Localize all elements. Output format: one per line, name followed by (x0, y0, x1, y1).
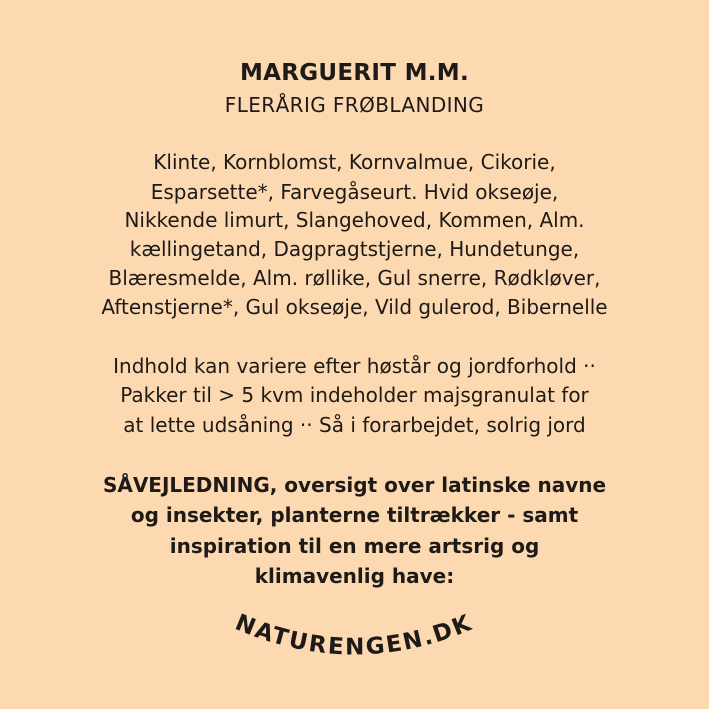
logo-wordmark (232, 610, 477, 661)
note-line: Pakker til > 5 kvm indeholder majsgranulat for (120, 383, 589, 407)
species-line: Nikkende limurt, Slangehoved, Kommen, Alm. (124, 208, 585, 232)
note-line: Indhold kan variere efter høstår og jordforhold ·· (113, 354, 596, 378)
cta-line: inspiration til en mere artsrig og (169, 534, 540, 558)
cta-line: og insekter, planterne tiltrækker - samt (130, 503, 579, 527)
species-line: kællingetand, Dagpragtstjerne, Hundetunge, (129, 237, 580, 261)
species-line: Blæresmelde, Alm. røllike, Gul snerre, Rødkløver, (108, 266, 601, 290)
naturengen-logo[interactable] (0, 600, 709, 680)
species-line: Klinte, Kornblomst, Kornvalmue, Cikorie, (153, 150, 556, 174)
cta-line: klimavenlig have: (254, 564, 455, 588)
logo-text: NATURENGEN.DK (231, 609, 477, 661)
species-line: Esparsette*, Farvegåseurt. Hvid okseøje, (150, 180, 559, 204)
cta-line: SÅVEJLEDNING, oversigt over latinske navne (102, 473, 607, 497)
species-line: Aftenstjerne*, Gul okseøje, Vild gulerod, Bibernelle (101, 295, 608, 319)
product-subtitle: FLERÅRIG FRØBLANDING (224, 93, 485, 117)
product-title: MARGUERIT M.M. (239, 60, 470, 86)
note-line: at lette udsåning ·· Så i forarbejdet, solrig jord (123, 413, 586, 437)
